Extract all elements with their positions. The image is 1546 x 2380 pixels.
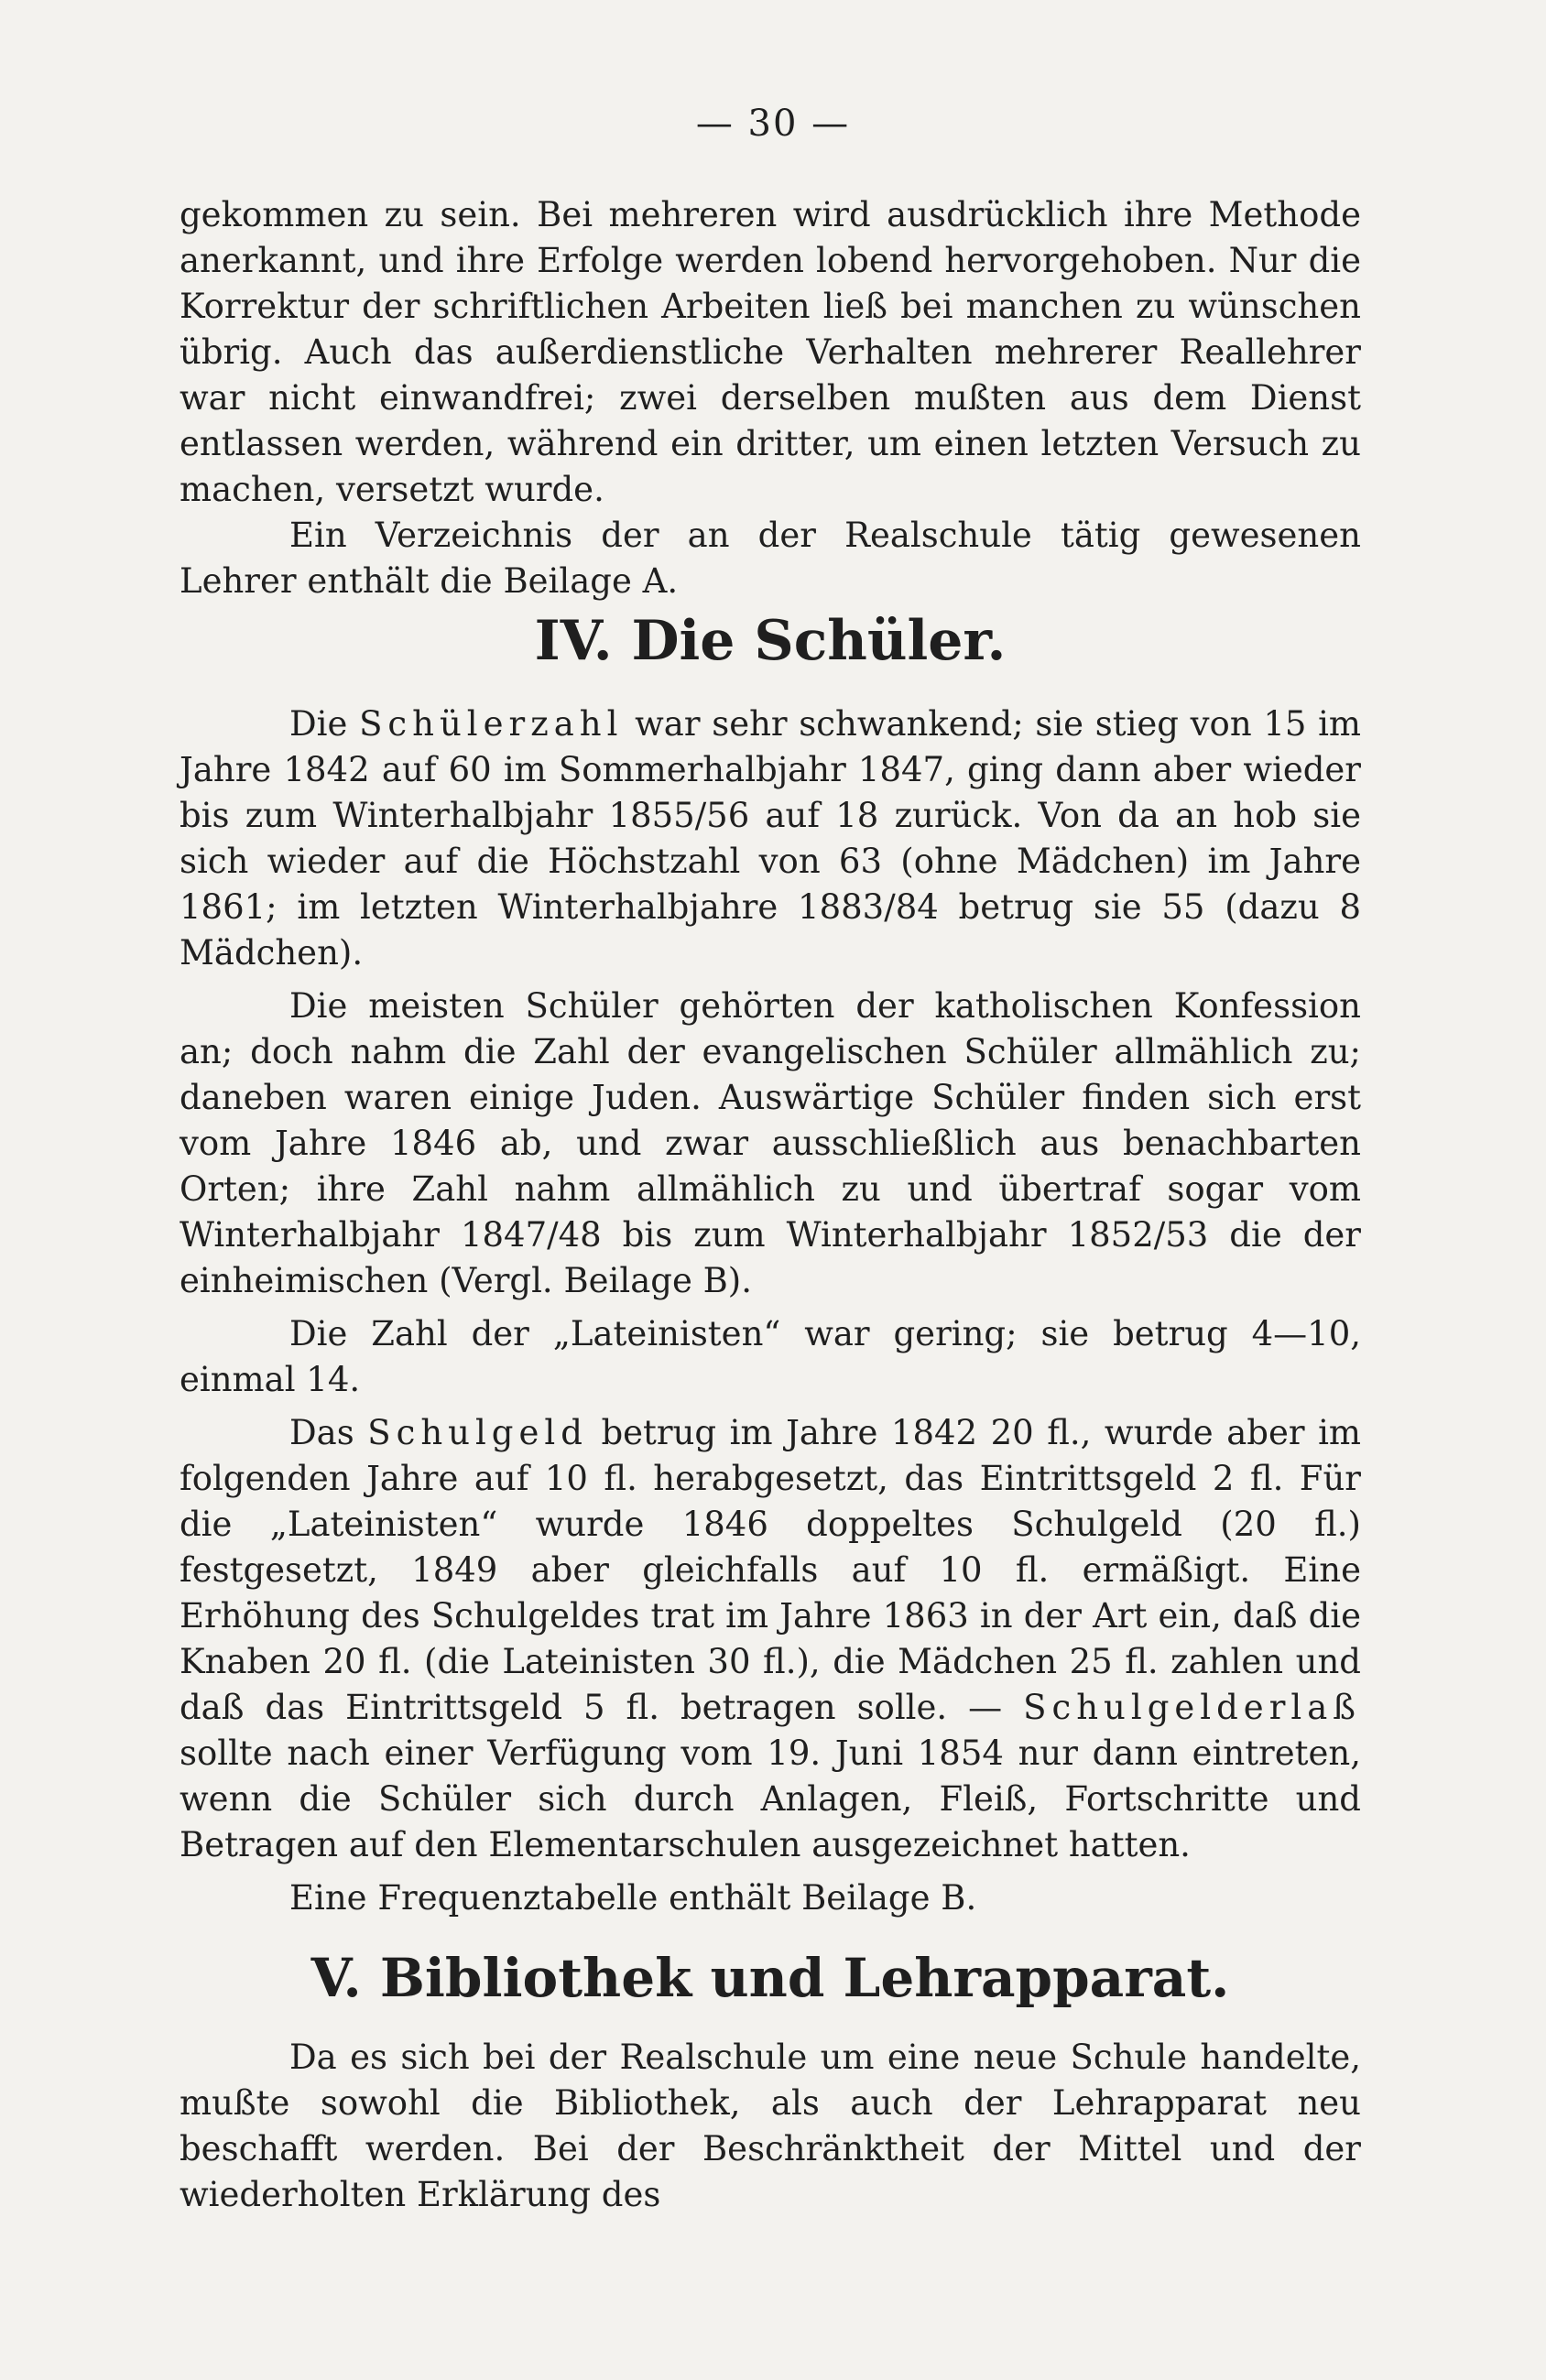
schulgeld-paragraph (180, 1410, 1361, 1868)
bibliothek-paragraph: Da es sich bei der Realschule um eine neue Schule handelte, mußte sowohl die Bibliothek, als auch der Lehrapparat neu beschafft werden. Bei der Beschränktheit der Mittel und der wiederholten Erklärung des (180, 2038, 1361, 2214)
schuelerzahl-term: Schülerzahl (359, 704, 624, 744)
konfession-paragraph: Die meisten Schüler gehörten der katholischen Konfession an; doch nahm die Zahl der evangelischen Schüler allmählich zu; daneben waren einige Juden. Auswärtige Schüler finden sich erst vom Jahre 1846 ab, und zwar ausschließlich aus benachbarten Orten; ihre Zahl nahm allmählich zu und übertraf sogar vom Winterhalbjahr 1847/48 bis zum Winterhalbjahr 1852/53 die der einheimischen (Vergl. Beilage B). (180, 986, 1361, 1300)
schulgeld-end: sollte nach einer Verfügung vom 19. Juni 1854 nur dann eintreten, wenn die Schüler sich durch Anlagen, Fleiß, Fortschritte und Betragen auf den Elementarschulen ausgezeichnet hatten. (180, 1733, 1361, 1864)
section-heading-v: V. Bibliothek und Lehrapparat. (310, 1947, 1230, 2009)
frequenztabelle-paragraph: Eine Frequenztabelle enthält Beilage B. (289, 1878, 977, 1918)
schulgeld-start: Das (289, 1413, 354, 1452)
section-heading-iv: IV. Die Schüler. (534, 609, 1007, 673)
verzeichnis-paragraph: Ein Verzeichnis der an der Realschule tätig gewesenen Lehrer enthält die Beilage A. (180, 516, 1361, 601)
schuelerzahl-paragraph (180, 701, 1361, 976)
section-schueler (180, 701, 1361, 1921)
schuelerzahl-rest: war sehr schwankend; sie stieg von 15 im Jahre 1842 auf 60 im Sommerhalbjahr 1847, ging dann aber wieder bis zum Winterhalbjahr 1855/56 auf 18 zurück. Von da an hob sie sich wieder auf die Höchstzahl von 63 (ohne Mädchen) im Jahre 1861; im letzten Winterhalbjahre 1883/84 betrug sie 55 (dazu 8 Mädchen). (180, 704, 1361, 973)
lateinisten-paragraph: Die Zahl der „Lateinisten“ war gering; sie betrug 4—10, einmal 14. (180, 1314, 1361, 1399)
section-intro (180, 192, 1361, 604)
schulgeld-term: Schulgeld (367, 1413, 588, 1452)
intro-paragraph: gekommen zu sein. Bei mehreren wird ausdrücklich ihre Methode anerkannt, und ihre Erfolge werden lobend hervorgehoben. Nur die Korrektur der schriftlichen Arbeiten ließ bei manchen zu wünschen übrig. Auch das außerdienstliche Verhalten mehrerer Reallehrer war nicht einwandfrei; zwei derselben mußten aus dem Dienst entlassen werden, während ein dritter, um einen letzten Versuch zu machen, versetzt wurde. (180, 195, 1361, 509)
schuelerzahl-start: Die (289, 704, 348, 744)
page-number: — 30 — (695, 103, 851, 145)
section-bibliothek (180, 2035, 1361, 2218)
schulgeld-mid: betrug im Jahre 1842 20 fl., wurde aber im folgenden Jahre auf 10 fl. herabgesetzt, das Eintrittsgeld 2 fl. Für die „Lateinisten“ wurde 1846 doppeltes Schulgeld (20 fl.) festgesetzt, 1849 aber gleichfalls auf 10 fl. ermäßigt. Eine Erhöhung des Schulgeldes trat im Jahre 1863 in der Art ein, daß die Knaben 20 fl. (die Lateinisten 30 fl.), die Mädchen 25 fl. zahlen und daß das Eintrittsgeld 5 fl. betragen solle. — (180, 1413, 1361, 1727)
schulgelderlass-term: Schulgelderlaß (1023, 1688, 1361, 1727)
